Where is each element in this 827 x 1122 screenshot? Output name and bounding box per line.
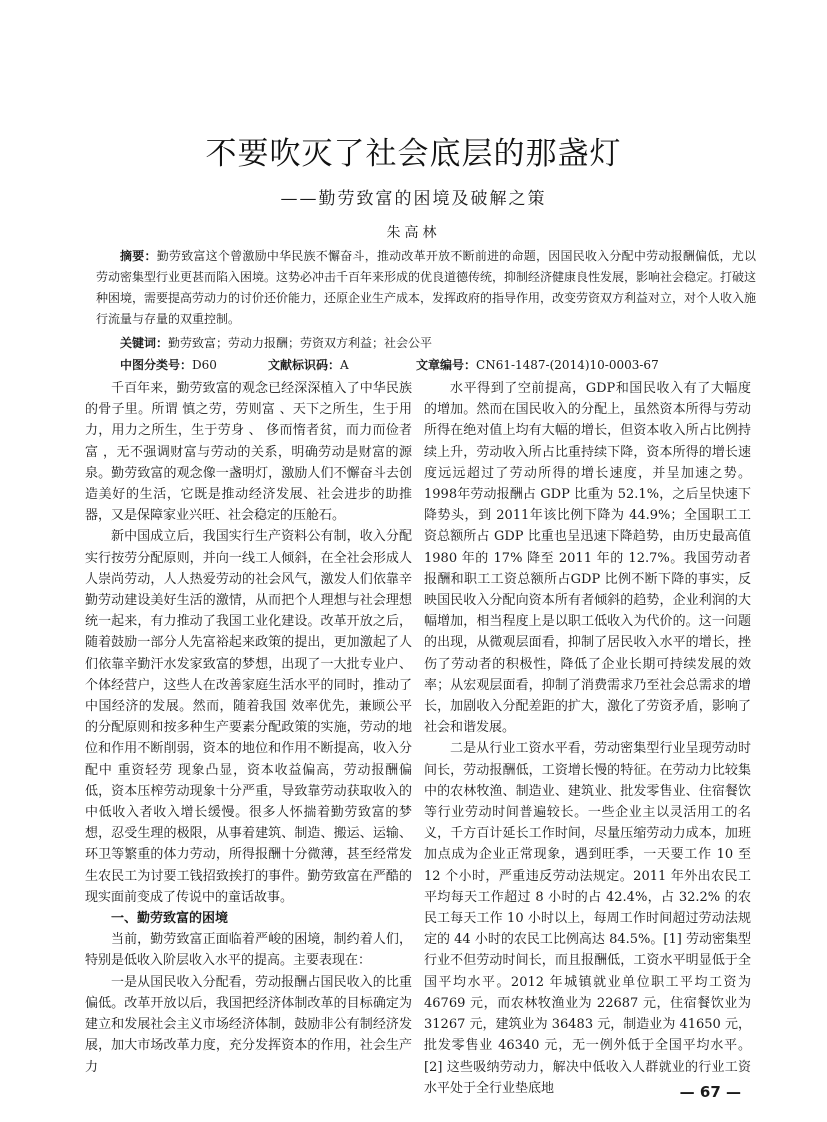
page-number: — 67 —: [679, 1083, 741, 1101]
article-no-value: CN61-1487-(2014)10-0003-67: [476, 358, 659, 372]
article-no-label: 文章编号：: [416, 358, 477, 372]
doc-code-value: A: [340, 358, 349, 372]
clc-number: [120, 355, 268, 375]
abstract-text: 勤劳致富这个曾激励中华民族不懈奋斗，推动改革开放不断前进的命题，因国民收入分配中劳动报酬偏低，尤以劳动密集型行业更甚而陷入困境。这势必冲击千百年来形成的优良道德传统，抑制经济健康良性发展，影响社会稳定。打破这种困境，需要提高劳动力的讨价还价能力，还原企业生产成本，发挥政府的指导作用，改变劳资双方利益对立，对个人收入施行流量与存量的双重控制。: [96, 249, 757, 326]
keywords: [120, 333, 760, 353]
keywords-label: 关键词：: [120, 336, 169, 350]
keywords-text: 勤劳致富；劳动力报酬；劳资双方利益；社会公平: [168, 336, 433, 350]
paragraph: 水平得到了空前提高，GDP和国民收入有了大幅度的增加。然而在国民收入的分配上，虽然资本所得与劳动所得在绝对值上均有大幅的增长，但资本收入所占比例持续上升，劳动收入所占比重持续下降，资本所得的增长速度远远超过了劳动所得的增长速度，并呈加速之势。1998年劳动报酬占 GDP 比重为 52.1%，之后呈快速下降势头，到 2011年该比例下降为 44.9%；全国职工工资总额所占 GDP 比重也呈迅速下降趋势，由历史最高值 1980 年的 17% 降至 2011 年的 12.7%。我国劳动者报酬和职工工资总额所占GDP 比例不断下降的事实，反映国民收入分配向资本所有者倾斜的趋势，企业利润的大幅增加，相当程度上是以职工低收入为代价的。这一问题的出现，从微观层面看，抑制了居民收入水平的增长，挫伤了劳动者的积极性，降低了企业长期可持续发展的效率；从宏观层面看，抑制了消费需求乃至社会总需求的增长，加剧收入分配差距的扩大，激化了劳资矛盾，影响了社会和谐发展。: [424, 381, 751, 736]
paragraph: 二是从行业工资水平看，劳动密集型行业呈现劳动时间长，劳动报酬低，工资增长慢的特征。在劳动力比较集中的农林牧渔、制造业、建筑业、批发零售业、住宿餐饮等行业劳动时间普遍较长。一些企业主以灵活用工的名义，千方百计延长工作时间，尽量压缩劳动力成本，加班加点成为企业正常现象，遇到旺季，一天要工作 10 至 12 个小时，严重违反劳动法规定。2011 年外出农民工平均每天工作超过 8 小时的占 42.4%，占 32.2% 的农民工每天工作 10 小时以上，每周工作时间超过劳动法规定的 44 小时的农民工比例高达 84.5%。[1] 劳动密集型行业不但劳动时间长，而且报酬低，工资水平明显低于全国平均水平。2012 年城镇就业单位职工平均工资为 46769 元，而农林牧渔业为 22687 元，住宿餐饮业为 31267 元，建筑业为 36483 元，制造业为 41650 元，批发零售业 46340 元，无一例外低于全国平均水平。[2] 这些吸纳劳动力，解决中低收入人群就业的行业工资水平处于全行业垫底地: [424, 741, 751, 1096]
paragraph: 一是从国民收入分配看，劳动报酬占国民收入的比重偏低。改革开放以后，我国把经济体制改革的目标确定为建立和发展社会主义市场经济体制，鼓励非公有制经济发展，加大市场改革力度，充分发挥资本的作用，社会生产力: [85, 974, 412, 1075]
left-column: [85, 378, 412, 1078]
article-number: [416, 355, 659, 375]
paragraph: 新中国成立后，我国实行生产资料公有制，收入分配实行按劳分配原则，并向一线工人倾斜，在全社会形成人人崇尚劳动，人人热爱劳动的社会风气，激发人们依靠辛勤劳动建设美好生活的激情，从而把个人理想与社会理想统一起来，有力推动了我国工业化建设。改革开放之后，随着鼓励一部分人先富裕起来政策的提出，更加激起了人们依靠辛勤汗水发家致富的梦想，出现了一大批专业户、个体经营户，这些人在改善家庭生活水平的同时，推动了中国经济的发展。然而，随着我国 效率优先，兼顾公平 的分配原则和按多种生产要素分配政策的实施，劳动的地位和作用不断削弱，资本的地位和作用不断提高，收入分配中 重资轻劳 现象凸显，资本收益偏高，劳动报酬偏低，资本压榨劳动现象十分严重，导致靠劳动获取收入的中低收入者收入增长缓慢。很多人怀揣着勤劳致富的梦想，忍受生理的极限，从事着建筑、制造、搬运、运输、环卫等繁重的体力劳动，所得报酬十分微薄，甚至经常发生农民工为讨要工钱招致挨打的事件。勤劳致富在严酷的现实面前变成了传说中的童话故事。: [85, 529, 412, 905]
right-column: [424, 378, 751, 1099]
article-title: 不要吹灭了社会底层的那盏灯: [205, 136, 622, 172]
clc-value: D60: [192, 358, 217, 372]
doc-code-label: 文献标识码：: [268, 358, 341, 372]
document-code: [268, 355, 416, 375]
article-subtitle: ——勤劳致富的困境及破解之策: [280, 189, 547, 209]
section-heading: 一、勤劳致富的困境: [111, 911, 229, 927]
paragraph: 当前，勤劳致富正面临着严峻的困境，制约着人们，特别是低收入阶层收入水平的提高。主要表现在：: [85, 932, 412, 969]
classification-line: [120, 355, 760, 375]
abstract-label: 摘要：: [120, 249, 157, 263]
abstract: [96, 246, 756, 330]
paragraph: 千百年来，勤劳致富的观念已经深深植入了中华民族的骨子里。所谓 慎之劳，劳则富 、天下之所生，生于用力，用力之所生，生于劳身 、 侈而惰者贫，而力而俭者富 ，无不强调财富与劳动的关系，明确劳动是财富的源泉。勤劳致富的观念像一盏明灯，激励人们不懈奋斗去创造美好的生活，它既是推动经济发展、社会进步的助推器，又是保障家业兴旺、社会稳定的压舱石。: [85, 381, 412, 524]
author-name: 朱高林: [386, 225, 441, 241]
clc-label: 中图分类号：: [120, 358, 193, 372]
